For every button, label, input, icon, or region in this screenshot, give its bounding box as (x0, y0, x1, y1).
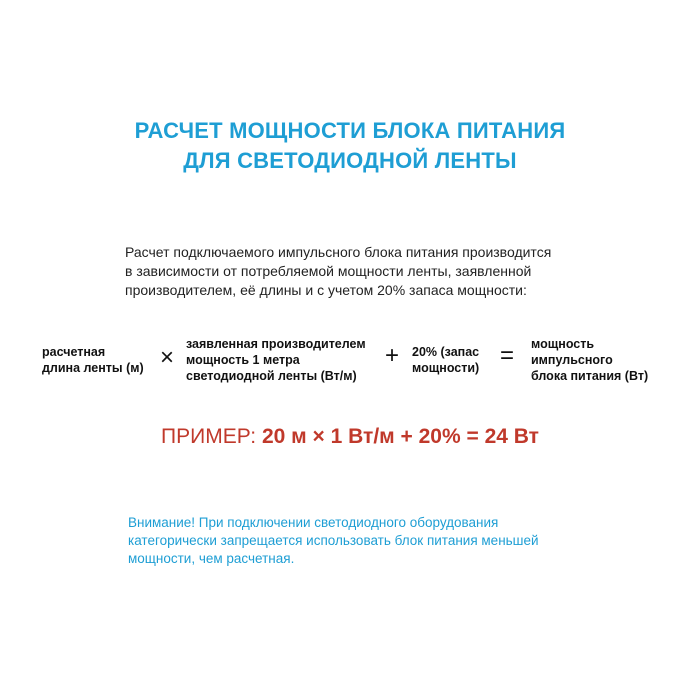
intro-paragraph (125, 243, 605, 300)
formula-term-power-line-2: мощность 1 метра (186, 353, 300, 367)
formula-term-result-line-1: мощность (531, 337, 595, 351)
plus-sign: + (385, 342, 400, 369)
warning-note (128, 514, 598, 568)
example-label: ПРИМЕР: (161, 425, 262, 448)
formula-term-length (42, 344, 144, 376)
equals-sign: = (500, 342, 515, 369)
example (0, 424, 700, 450)
warning-line-1: Внимание! При подключении светодиодного оборудования (128, 515, 499, 530)
page-title (0, 116, 700, 176)
formula-term-result-line-2: импульсного (531, 353, 613, 367)
formula-term-result (531, 336, 648, 384)
formula-term-power-per-meter (186, 336, 366, 384)
formula-term-length-line-1: расчетная (42, 345, 106, 359)
formula-term-length-line-2: длина ленты (м) (42, 361, 144, 375)
multiply-sign: × (160, 344, 175, 371)
formula-term-result-line-3: блока питания (Вт) (531, 369, 649, 383)
formula-term-power-line-3: светодиодной ленты (Вт/м) (186, 369, 357, 383)
formula-term-power-line-1: заявленная производителем (186, 337, 366, 351)
intro-line-3: производителем, её длины и с учетом 20% запаса мощности: (125, 282, 527, 298)
formula-term-reserve (412, 344, 479, 376)
intro-line-2: в зависимости от потребляемой мощности ленты, заявленной (125, 263, 532, 279)
formula-term-reserve-line-2: мощности) (412, 361, 480, 375)
formula (0, 334, 700, 394)
warning-line-2: категорически запрещается использовать блок питания меньшей (128, 533, 539, 548)
page-title-line-1: РАСЧЕТ МОЩНОСТИ БЛОКА ПИТАНИЯ (134, 118, 566, 143)
intro-line-1: Расчет подключаемого импульсного блока питания производится (125, 244, 552, 260)
warning-line-3: мощности, чем расчетная. (128, 551, 295, 566)
page-title-line-2: ДЛЯ СВЕТОДИОДНОЙ ЛЕНТЫ (183, 148, 517, 173)
formula-term-reserve-line-1: 20% (запас (412, 345, 480, 359)
example-expression: 20 м × 1 Вт/м + 20% = 24 Вт (261, 425, 539, 448)
